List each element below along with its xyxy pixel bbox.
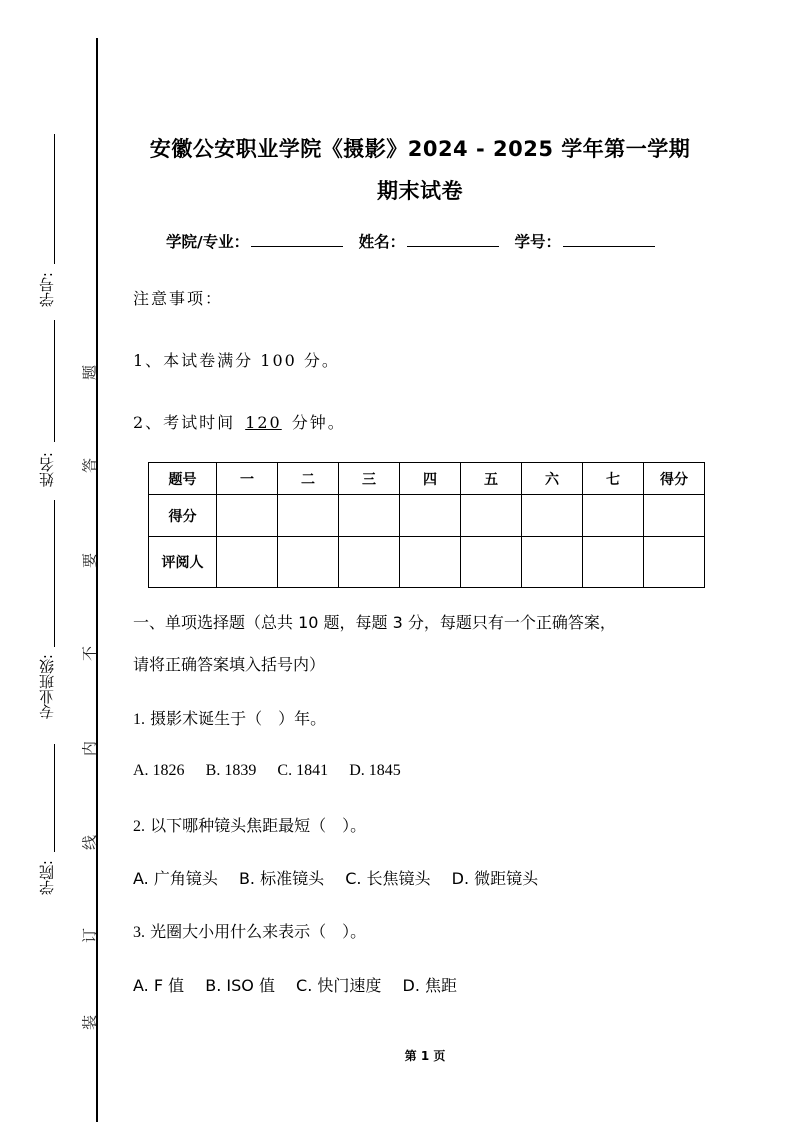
row-label: 得分: [149, 495, 217, 537]
option-a[interactable]: A. 1826: [133, 762, 185, 779]
notice-item-1: 1、本试卷满分 100 分。: [133, 351, 340, 370]
student-id-label: 学号：: [514, 233, 562, 251]
student-info-row: [166, 230, 665, 252]
score-cell[interactable]: [278, 495, 339, 537]
college-fill-line: [54, 744, 55, 852]
question-2: [133, 813, 366, 836]
margin-class-label: 专业班级:: [38, 654, 56, 720]
reviewer-cell[interactable]: [400, 537, 461, 588]
option-d[interactable]: D. 微距镜头: [451, 869, 539, 888]
question-number: 2.: [133, 818, 145, 835]
name-label: 姓名：: [358, 233, 406, 251]
seal-char: 内: [80, 741, 99, 757]
header-cell: 二: [278, 463, 339, 495]
name-fill-line: [54, 320, 55, 442]
score-table: [148, 462, 705, 588]
question-text: 摄影术诞生于（ ）年。: [150, 709, 327, 728]
option-c[interactable]: C. 长焦镜头: [345, 869, 431, 888]
notice-heading: 注意事项：: [133, 289, 224, 308]
header-cell: 五: [461, 463, 522, 495]
option-b[interactable]: B. 标准镜头: [238, 869, 325, 888]
score-cell[interactable]: [400, 495, 461, 537]
college-major-field[interactable]: [251, 232, 343, 247]
margin-name-label: 姓名:: [38, 452, 56, 488]
seal-char: 不: [80, 646, 99, 662]
question-2-options: [133, 866, 554, 889]
option-b[interactable]: B. 1839: [205, 762, 257, 779]
reviewer-cell[interactable]: [522, 537, 583, 588]
seal-char: 要: [80, 553, 99, 569]
question-1: [133, 706, 326, 729]
student-id-field[interactable]: [563, 232, 655, 247]
row-label: 评阅人: [149, 537, 217, 588]
header-cell: 七: [583, 463, 644, 495]
question-number: 3.: [133, 924, 145, 941]
question-3-options: [133, 973, 473, 996]
reviewer-cell[interactable]: [217, 537, 278, 588]
notice-item-2: [133, 410, 346, 433]
margin-student-id-label: 学号:: [38, 272, 56, 308]
question-3: [133, 919, 366, 942]
option-a[interactable]: A. 广角镜头: [133, 869, 218, 888]
header-cell: 三: [339, 463, 400, 495]
college-major-label: 学院/专业：: [166, 233, 250, 251]
option-b[interactable]: B. ISO 值: [205, 976, 275, 995]
header-cell: 一: [217, 463, 278, 495]
reviewer-cell[interactable]: [461, 537, 522, 588]
option-d[interactable]: D. 焦距: [402, 976, 457, 995]
reviewer-row: [149, 537, 705, 588]
class-fill-line: [54, 500, 55, 647]
option-c[interactable]: C. 1841: [277, 762, 329, 779]
reviewer-cell[interactable]: [583, 537, 644, 588]
seal-char: 题: [80, 365, 99, 381]
section-1-instructions-line1: 一、单项选择题（总共 10 题，每题 3 分，每题只有一个正确答案，: [133, 613, 616, 632]
seal-char: 答: [80, 458, 99, 474]
reviewer-cell[interactable]: [278, 537, 339, 588]
header-cell: 题号: [149, 463, 217, 495]
score-cell[interactable]: [583, 495, 644, 537]
reviewer-cell[interactable]: [644, 537, 705, 588]
exam-duration-value: 120: [245, 413, 282, 432]
option-d[interactable]: D. 1845: [349, 762, 401, 779]
question-text: 光圈大小用什么来表示（ ）。: [150, 922, 367, 941]
exam-subtitle: 期末试卷: [377, 179, 463, 203]
score-cell[interactable]: [644, 495, 705, 537]
header-cell: 四: [400, 463, 461, 495]
question-1-options: [133, 760, 417, 780]
header-cell: 六: [522, 463, 583, 495]
score-row: [149, 495, 705, 537]
question-number: 1.: [133, 711, 145, 728]
exam-title: 安徽公安职业学院《摄影》2024 - 2025 学年第一学期: [149, 137, 691, 161]
seal-char: 线: [80, 835, 99, 851]
reviewer-cell[interactable]: [339, 537, 400, 588]
option-c[interactable]: C. 快门速度: [296, 976, 382, 995]
seal-char: 装: [80, 1015, 99, 1031]
header-cell: 得分: [644, 463, 705, 495]
score-cell[interactable]: [522, 495, 583, 537]
margin-college-label: 学院:: [38, 860, 56, 896]
option-a[interactable]: A. F 值: [133, 976, 185, 995]
page-number: 第 1 页: [404, 1049, 446, 1063]
score-table-header-row: [149, 463, 705, 495]
name-field[interactable]: [407, 232, 499, 247]
section-1-instructions-line2: 请将正确答案填入括号内）: [133, 655, 326, 674]
question-text: 以下哪种镜头焦距最短（ ）。: [150, 816, 367, 835]
score-cell[interactable]: [461, 495, 522, 537]
notice-item-2-suffix: 分钟。: [291, 413, 346, 432]
score-cell[interactable]: [217, 495, 278, 537]
score-cell[interactable]: [339, 495, 400, 537]
notice-item-2-prefix: 2、考试时间: [133, 413, 236, 432]
seal-char: 订: [80, 928, 99, 944]
